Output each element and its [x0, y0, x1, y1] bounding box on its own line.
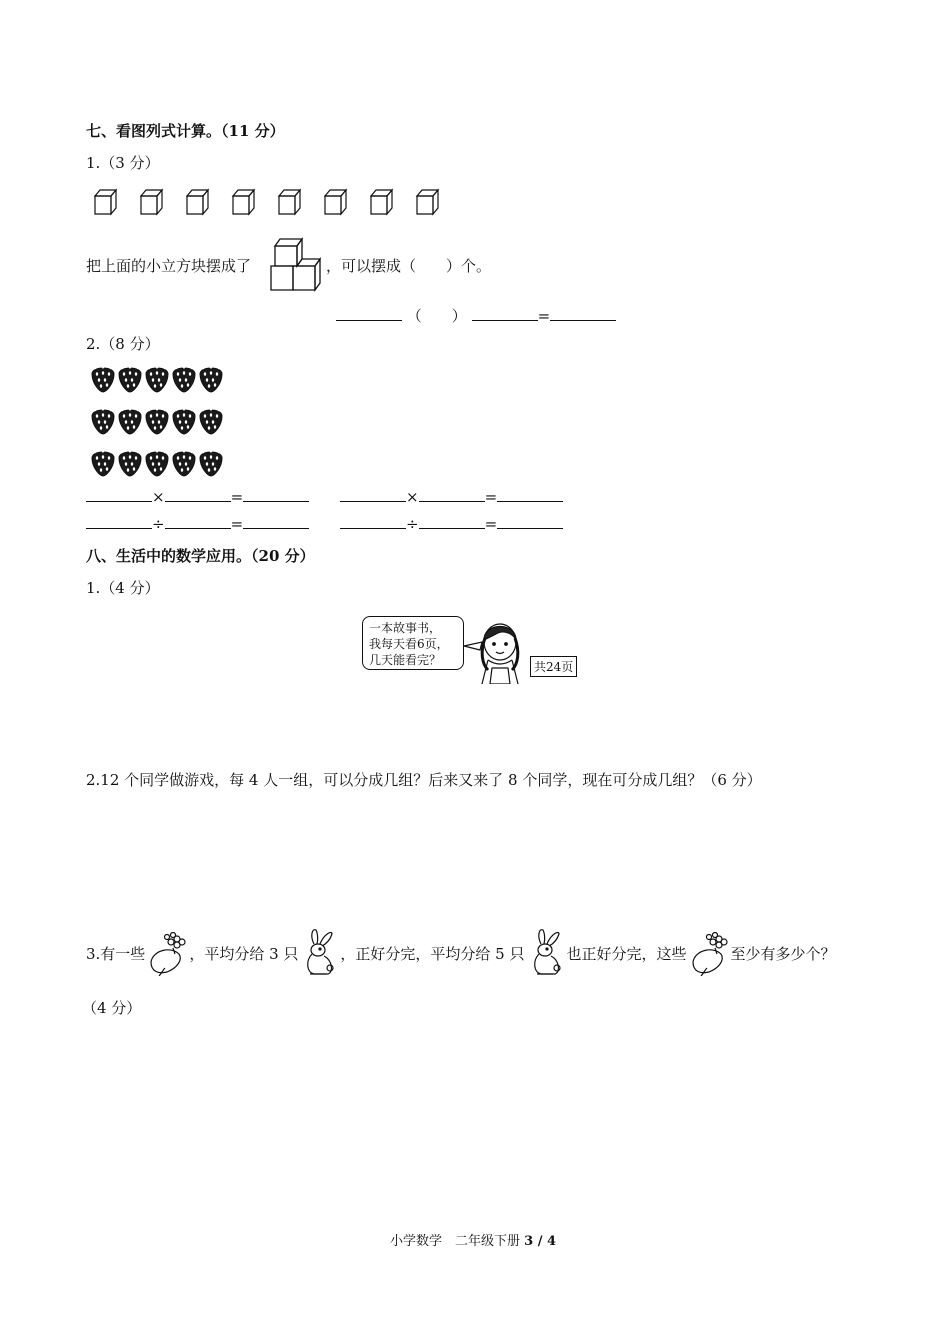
footer-text: 小学数学 二年级下册	[390, 1234, 521, 1249]
answer-blank[interactable]	[497, 514, 563, 529]
strawberry-icon	[119, 448, 141, 476]
strawberry-icon	[119, 406, 141, 434]
answer-blank[interactable]	[550, 306, 616, 321]
strawberry-icon	[173, 406, 195, 434]
q7-1-text-before: 把上面的小立方块摆成了	[86, 257, 252, 275]
strawberry-icon	[92, 364, 114, 392]
mult-equation-1	[86, 487, 309, 506]
cube-icon	[371, 190, 392, 214]
q7-1-label: 1.（3 分）	[86, 154, 160, 172]
q8-3-part2: ，平均分给 3 只	[189, 945, 299, 963]
strawberry-icon	[173, 448, 195, 476]
answer-blank[interactable]	[336, 306, 402, 321]
rabbit-icon	[527, 928, 565, 976]
q8-3-part4: 也正好分完，这些	[566, 945, 687, 963]
strawberry-icon	[146, 448, 168, 476]
q7-1-text-after: ，可以摆成（ ）个。	[326, 257, 492, 275]
equation-paren: （ ）	[406, 307, 467, 325]
q8-2-text: 2.12 个同学做游戏，每 4 人一组，可以分成几组？后来又来了 8 个同学，现在可分成几组？（6 分）	[86, 771, 762, 789]
q8-3-part3: ，正好分完，平均分给 5 只	[340, 945, 525, 963]
q7-1-prompt	[86, 255, 251, 276]
answer-blank[interactable]	[419, 514, 485, 529]
book-tag: 共24页	[530, 656, 577, 677]
answer-blank[interactable]	[472, 306, 538, 321]
rabbit-icon	[300, 928, 338, 976]
strawberry-icon	[173, 364, 195, 392]
radish-icon	[147, 932, 187, 976]
cube-icon	[95, 190, 116, 214]
strawberry-icon	[200, 448, 222, 476]
equals-sign: =	[230, 488, 244, 506]
cube-icon	[141, 190, 162, 214]
cube-icon	[233, 190, 254, 214]
story-book-illustration	[362, 612, 584, 684]
mult-equation-2	[340, 487, 563, 506]
strawberry-icon	[92, 448, 114, 476]
section7-title: 七、看图列式计算。（11 分）	[86, 122, 285, 140]
radish-icon	[689, 932, 729, 976]
cube-icon	[325, 190, 346, 214]
strawberry-icon	[200, 406, 222, 434]
div-equation-1	[86, 514, 309, 533]
cube-icon	[187, 190, 208, 214]
strawberry-grid	[90, 360, 235, 480]
answer-blank[interactable]	[243, 514, 309, 529]
div-equation-2	[340, 514, 563, 533]
strawberry-icon	[146, 406, 168, 434]
strawberry-icon	[200, 364, 222, 392]
equals-sign: =	[537, 307, 551, 325]
answer-blank[interactable]	[340, 487, 406, 502]
times-sign: ×	[152, 488, 165, 506]
equals-sign: =	[484, 515, 498, 533]
answer-blank[interactable]	[497, 487, 563, 502]
cube-icon	[279, 190, 300, 214]
q7-1-equation	[336, 305, 616, 326]
strawberry-icons	[90, 360, 235, 480]
bubble-line: 我每天看6页，	[369, 637, 449, 651]
q8-1-label: 1.（4 分）	[86, 579, 160, 597]
times-sign: ×	[406, 488, 419, 506]
page-number: 3 / 4	[524, 1234, 557, 1249]
answer-blank[interactable]	[86, 514, 152, 529]
bubble-line: 一本故事书，	[369, 621, 442, 635]
section8-title: 八、生活中的数学应用。（20 分）	[86, 547, 315, 565]
speech-bubble	[362, 616, 464, 670]
equals-sign: =	[230, 515, 244, 533]
answer-blank[interactable]	[165, 487, 231, 502]
answer-blank[interactable]	[165, 514, 231, 529]
strawberry-icon	[119, 364, 141, 392]
answer-blank[interactable]	[243, 487, 309, 502]
q7-2-label: 2.（8 分）	[86, 335, 160, 353]
q8-3-line	[86, 930, 836, 976]
small-cubes-row	[94, 188, 454, 218]
divide-sign: ÷	[406, 515, 419, 533]
cube-icon	[417, 190, 438, 214]
q8-3-part1: 3.有一些	[86, 945, 146, 963]
divide-sign: ÷	[152, 515, 165, 533]
page-footer	[390, 1230, 556, 1249]
strawberry-icon	[92, 406, 114, 434]
strawberry-icon	[146, 364, 168, 392]
cube-icons	[94, 188, 454, 218]
answer-blank[interactable]	[419, 487, 485, 502]
answer-blank[interactable]	[86, 487, 152, 502]
equals-sign: =	[484, 488, 498, 506]
cube-stack-icon	[269, 236, 323, 298]
q8-3-score: （4 分）	[82, 999, 142, 1017]
q8-3-part5: 至少有多少个？	[730, 945, 836, 963]
bubble-line: 几天能看完？	[369, 653, 442, 667]
answer-blank[interactable]	[340, 514, 406, 529]
